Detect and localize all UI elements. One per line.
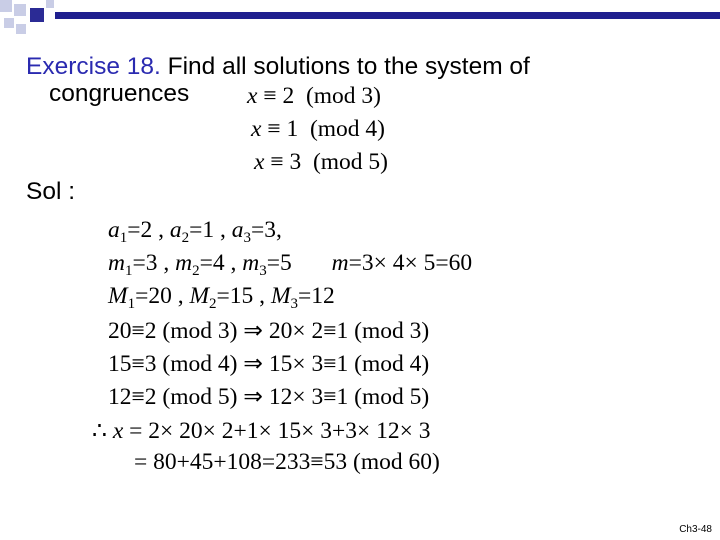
exercise-title: [26, 52, 530, 82]
deco-square: [30, 8, 44, 22]
exercise-prompt: Find all solutions to the system of: [160, 53, 530, 80]
congruence-2: x ≡ 1 (mod 4): [251, 116, 385, 142]
solution-line-8: = 80+45+108=233≡53 (mod 60): [134, 449, 440, 475]
solution-line-3: $M_1=20$ , $M_2=15$ , $M_3=12$: [108, 283, 335, 312]
solution-line-5: 15≡3 (mod 4) ⇒ 15× 3≡1 (mod 4): [108, 351, 430, 377]
congruence-1-text: ≡ 2 (mod 3): [263, 83, 381, 109]
solution-line-6: 12≡2 (mod 5) ⇒ 12× 3≡1 (mod 5): [108, 384, 430, 410]
exercise-label: Exercise 18.: [26, 53, 161, 80]
solution-label: Sol :: [26, 178, 76, 205]
solution-line-1: $a_1=2$ , $a_2=1$ , $a_3=3$,: [108, 217, 282, 246]
solution-line-7: ∴ x = 2× 20× 2+1× 15× 3+3× 12× 3: [92, 418, 431, 444]
deco-square: [16, 24, 26, 34]
congruences-label: congruences: [49, 80, 190, 107]
solution-line-4: 20≡2 (mod 3) ⇒ 20× 2≡1 (mod 3): [108, 318, 430, 344]
deco-square: [46, 0, 54, 8]
solution-line-2: $m_1=3$ , $m_2=4$ , $m_3=5$ m=3× 4× 5=60: [108, 250, 473, 279]
page-number: Ch3-48: [679, 524, 712, 535]
header-bar: [55, 12, 720, 19]
deco-square: [4, 18, 14, 28]
deco-square: [0, 0, 12, 12]
congruence-1: x ≡ 2 (mod 3): [247, 83, 381, 109]
congruence-3: x ≡ 3 (mod 5): [254, 149, 388, 175]
deco-square: [14, 4, 26, 16]
